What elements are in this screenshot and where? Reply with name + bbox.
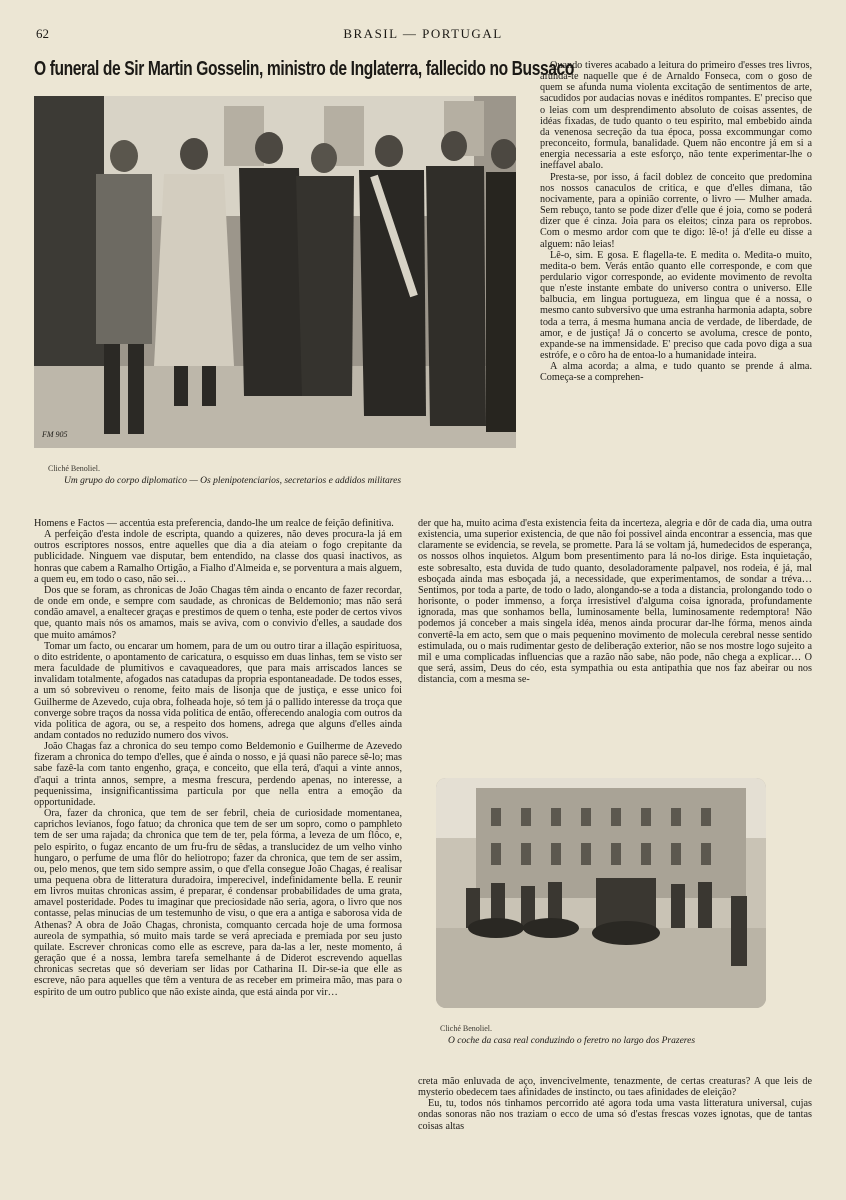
paragraph: Presta-se, por isso, á facil doblez de conceito que predomina nos nossos canaculos de critica, e que d'elles dimana, tão nocivamente, para a opinião corrente, o livro — Mulher amada. Sem rebuço, tanto se pode dizer d'elle que é joia, como se poderá dizer que é cinza. Joia para os eleitos; cinza para os reprobos. Com o mesmo ardor com que te digo: lê-o! já d'elle eu disse a alguem: não leias! — [540, 171, 812, 250]
photo-royal-coach-image — [436, 778, 766, 1008]
photo-diplomatic-group-image — [34, 96, 516, 448]
page-number: 62 — [36, 26, 49, 41]
article-headline: O funeral de Sir Martin Gosselin, ministro de Inglaterra, fallecido no Bussaco — [34, 58, 574, 80]
paragraph: A alma acorda; a alma, e tudo quanto se prende á alma. Começa-se a comprehen- — [540, 361, 812, 384]
text-column-right-top — [540, 60, 812, 518]
photo-signature: FM 905 — [42, 430, 68, 439]
text-column-right-mid — [418, 518, 812, 754]
paragraph: creta mão enluvada de aço, invencivelmente, tenazmente, de certas creaturas? A que leis de mysterio obedecem taes afinidades de instincto, ou taes afinidades de eleição? — [418, 1076, 812, 1099]
photo-caption-bottom: O coche da casa real conduzindo o feretro no largo dos Prazeres — [448, 1036, 696, 1046]
paragraph: Lê-o, sim. E gosa. E flagella-te. E medita o. Medita-o muito, medita-o bem. Verás então quanto elle corresponde, e com que perdulario vigor corresponde, ao evidente movimento de revolta que n'este instante embate do universo contra o universo. Elle balbucia, em lingua portugueza, em lingua que é a nossa, o mesmo canto subversivo que uma estranha harmonia adapta, sobre toda a terra, á mesma humana ancia de verdade, de liberdade, de amor, e de justiça! Já o concerto se avoluma, cresce de ponto, expande-se na immensidade. E' preciso que cada povo diga a sua estrófe, e o côro ha de entoa-lo a humanidade inteira. — [540, 249, 812, 362]
text-column-left — [34, 518, 402, 1154]
paragraph: der que ha, muito acima d'esta existencia feita da incerteza, alegria e dôr de cada dia, uma outra existencia, uma superior existencia, de que não foi possivel ainda encontrar a essencia, mas que claramente se evidencia, se revela, se promette. Para lá se voltam já, humedecidos de esperança, os nossos olhos inquietos. Algum bom presentimento para lá no-los dirige. Esta inquietação, este sobresalto, esta duvida de tudo quanto, desoladoramente palpavel, nos rodeia, é já, mal esboçada ainda mas esboçada já, a necessidade, que experimentamos, de sondar a tréva… Sentimos, por toda a parte, de todo o lado, alongando-se a toda a distancia, prolongando todo o horisonte, o poder immenso, a força irresistivel d'alguma coisa ignorada, profundamente ignorada, mas que sonhamos bella, luminosamente bella, luminosamente redemptora! Não podemos já conceber a mais singela idéa, menos ainda procurar dar-lhe fórma, menos ainda convertê-la em acto, sem que o mais pequenino movimento de molecula cerebral nesse sentido estimulada, ou o mais rudimentar gesto de deliberação exterior, não se nos mostre logo sujeito a mil e uma complicadas influencias que a razão não sabe, não pode, não chega a explicar… O que será, assim, Deus do céo, esta sympathia ou esta antipathia que nos faz abeirar ou nos distancia, com a mesma se- — [418, 518, 812, 686]
text-column-right-bottom — [418, 1076, 812, 1148]
paragraph: Dos que se foram, as chronicas de João Chagas têm ainda o encanto de fazer recordar, de onde em onde, e sempre com saudade, as chronicas de Beldemonio; mas não será condão amavel, a enaltecer graças e prestimos de quem o tenha, este poder de certos vivos que, quanto mais nós os amamos, mais se aviva, com o convivio d'elles, a saudade dos que muito amámos? — [34, 584, 402, 641]
paragraph: A perfeição d'esta indole de escripta, quando a quizeres, não deves procura-la já em outros escriptores nossos, entre aquelles que dia a dia ateiam o fogo crepitante da publicidade. Ninguem vae disputar, bem entendido, na classe dos quasi inactivos, as honras que cabem a Ramalho Ortigão, a Fialho d'Almeida e, se porventura a mais alguem, a quem eu, em todo o caso, não sei… — [34, 529, 402, 585]
paragraph: Quando tiveres acabado a leitura do primeiro d'esses tres livros, afunda-te naquelle que é de Arnaldo Fonseca, com o goso de quem se afunda numa violenta excitação de sentimentos de arte, sacudidos por audacias novas e inéditos rompantes. E' preciso que o leias com um desprendimento absoluto de coisas assentes, de idéas fixadas, de tudo quanto o teu espirito, mal embebido ainda da venenosa secreção da tua época, possa excommungar como preconceito, formula, banalidade. Quem não encontre já em si a energia necessaria a este esforço, não tente experimentar-lhe o ineffavel abalo. — [540, 60, 812, 172]
running-title: BRASIL — PORTUGAL — [343, 26, 503, 41]
paragraph: Eu, tu, todos nós tinhamos percorrido até agora toda uma vasta litteratura universal, cujas ondas sonoras não nos traziam o ecco de uma só d'estas frescas vozes ignotas, que de tantas coisas altas — [418, 1098, 812, 1132]
paragraph: Homens e Factos — accentúa esta preferencia, dando-lhe um realce de feição definitiva. — [34, 518, 394, 529]
photo-credit-top: Cliché Benoliel. — [48, 464, 100, 473]
paragraph: Tomar um facto, ou encarar um homem, para de um ou outro tirar a illação espirituosa, o dito estridente, o apontamento de caricatura, o esquisso em duas linhas, tem se visto ser mera faculdade de plumitivos e cavaqueadores, que para mais arriscados lances se invalidam totalmente, afogados nas catadupas da propria espontaneadade. De todos esses, a um só sobreviveu o renome, feito mais de lisonja que de justiça, e esse unico foi Guilherme de Azevedo, cuja obra, folheada hoje, só tem já o pallido interesse da troça que converge sobre traços da nossa vida politica de então, offerecendo analogia com outros da vida politica de agora, ou se, a respeito dos homens, adrega que alguns d'elles ainda andam contados no reduzido numero dos vivos. — [34, 640, 402, 741]
photo-diplomatic-group — [34, 96, 516, 448]
paragraph: Ora, fazer da chronica, que tem de ser febril, cheia de curiosidade momentanea, caprichos levianos, fogo fatuo; da chronica que tem de ser um sopro, como o pamphleto tem de ser uma rajada; da chronica que tem de ter, pela fórma, a leveza de um flôco, e, pelo espirito, o fugaz encanto de um fru-fru de sêdas, a translucidez de um velho vinho hungaro, o perfume de uma flôr do heliotropo; fazer da chronica, que tem de ser assim, ou, pelo menos, que tem sido sempre assim, o que d'ella consegue João Chagas, é realisar uma pequena obra de litteratura duradoira, imperecivel, indefinidamente bella. E reunir em livros muitas chronicas assim, é preparar, é condensar probabilidades de uma grata, amavel posteridade. Podes tu imaginar que preciosidade não seria, agora, o livro que nos contasse, pelas minucias de um testemunho de visu, o que era a antiga e saborosa vida de Athenas? A obra de João Chagas, chronista, comquanto cercada hoje de uma formosa aureola de sympathia, só muito mais tarde se verá apreciada e premiada por seu justo quilate. Escrever chronicas como elle as escreve, para da-las a ler, neste momento, á geração que é a nossa, lembra tarefa semelhante á de Diderot escrevendo aquellas chronicas secretas que só deveriam ser lidas por Catharina II. Dir-se-ia que elle as escreve, não para aquelles que têm a ventura de as receber em primeira mão, mas para o espirito de um outro publico que não existe ainda, que está ainda por vir… — [34, 808, 402, 998]
photo-royal-coach — [436, 778, 766, 1008]
paragraph: João Chagas faz a chronica do seu tempo como Beldemonio e Guilherme de Azevedo fizeram a chronica do tempo d'elles, que é ainda o nosso, e já quasi não parece sê-lo; mas sabe fazê-la com tanto engenho, graça, e conceito, que ella terá, d'aqui a vinte annos, d'aqui a trinta annos, sempre, a mesma frescura, perdendo apenas, no interesse, a pequenissima, insignificantissima particula por que nella entra a emoção da opportunidade. — [34, 741, 402, 808]
photo-credit-bottom: Cliché Benoliel. — [440, 1024, 492, 1033]
photo-caption-top: Um grupo do corpo diplomatico — Os plenipotenciarios, secretarios e addidos militares — [64, 476, 402, 486]
